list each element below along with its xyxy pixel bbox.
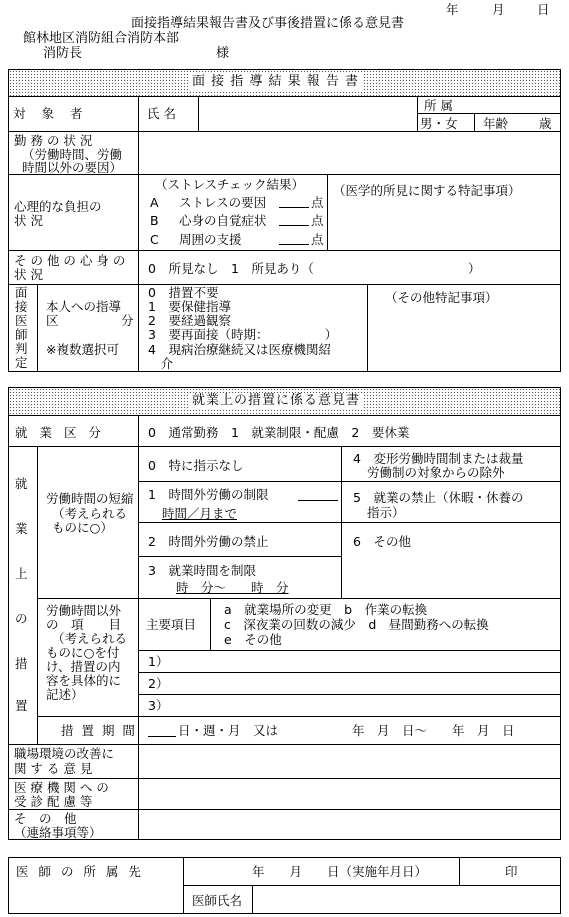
stress-check-title: （ストレスチェック結果）	[155, 177, 305, 192]
opinion-title: 就業上の措置に係る意見書	[188, 393, 364, 409]
age-label: 年齢	[483, 116, 509, 131]
judgment-char-2: 接	[15, 299, 28, 314]
guidance-option-4[interactable]: 4 現病治療継続又は医療機関紹	[148, 342, 331, 357]
date-month: 月	[492, 2, 505, 17]
other-state-close: ）	[468, 261, 481, 276]
other-hours-line6: 容を具体的に	[46, 673, 122, 688]
stress-item-c-text: 周囲の支援	[179, 232, 242, 247]
other-notes-field[interactable]	[140, 811, 560, 839]
medical-label-line2: 受 診 配 慮 等	[14, 794, 93, 809]
date-year: 年	[446, 2, 459, 17]
period-unit[interactable]: 日・週・月 又は	[178, 723, 279, 738]
affiliation-label: 所 属	[424, 98, 453, 113]
date-day: 日	[537, 2, 550, 17]
measure-item-2[interactable]: 2）	[148, 676, 169, 691]
medical-label-line1: 医 療 機 関 へ の	[14, 780, 109, 795]
judgment-char-5: 判	[15, 341, 28, 356]
period-range[interactable]: 年 月 日～ 年 月 日	[352, 723, 515, 738]
stress-item-c-letter: C	[150, 232, 159, 247]
doctor-affiliation-label: 医 師 の 所 属 先	[16, 864, 144, 879]
other-state-line1: そ の 他 の 心 身 の	[14, 253, 126, 268]
hours-option-4-cont: 労働制の対象からの除外	[367, 465, 505, 480]
stress-item-a-letter: A	[150, 195, 159, 210]
guidance-option-2[interactable]: 2 要経過観察	[148, 313, 231, 328]
affiliation-field[interactable]	[476, 98, 560, 112]
hours-option-1-hours-field[interactable]	[298, 487, 338, 501]
measure-item-3[interactable]: 3）	[148, 698, 169, 713]
hours-option-3-time[interactable]: 時 分～ 時 分	[176, 580, 289, 595]
other-state-options[interactable]: 0 所見なし 1 所見あり（	[148, 261, 314, 276]
addressee-org: 館林地区消防組合消防本部	[23, 31, 180, 46]
judgment-char-1: 面	[15, 285, 28, 300]
other-hours-line1: 労働時間以外	[46, 603, 122, 618]
addressee-chief: 消防長	[43, 46, 83, 61]
hours-reduction-line2: （考えられる	[52, 506, 128, 521]
subject-label: 対 象 者	[13, 106, 89, 121]
measures-char-6: 置	[15, 698, 28, 713]
other-hours-line3: （考えられる	[52, 631, 128, 646]
multi-select-note: ※複数選択可	[46, 342, 119, 357]
guidance-option-3[interactable]: 3 要再面接（時期： ）	[148, 327, 338, 342]
guidance-label-line1: 本人への指導	[46, 299, 122, 314]
report-title: 面 接 指 導 結 果 報 告 書	[188, 74, 363, 90]
measures-char-1: 就	[15, 476, 28, 491]
other-hours-line5: け、措置の内	[46, 659, 121, 674]
judgment-char-6: 定	[15, 355, 28, 370]
hours-option-1[interactable]: 1 時間外労働の制限	[148, 487, 269, 502]
env-label-line2: 関 す る 意 見	[14, 761, 93, 776]
period-label: 措 置 期 間	[61, 723, 137, 738]
name-field[interactable]	[200, 98, 415, 129]
period-count-field[interactable]	[148, 723, 176, 737]
hours-option-0[interactable]: 0 特に指示なし	[148, 458, 244, 473]
other-notes-label: （その他特記事項）	[385, 290, 498, 305]
doctor-name-field[interactable]	[254, 887, 559, 912]
stress-item-a-score[interactable]	[279, 195, 309, 208]
hours-reduction-line1: 労働時間の短縮	[46, 491, 134, 506]
work-status-line3: 時間以外の要因）	[22, 160, 123, 175]
judgment-char-4: 師	[15, 327, 28, 342]
work-category-options[interactable]: 0 通常勤務 1 就業制限・配慮 2 要休業	[148, 425, 410, 440]
stress-label-line2: 状 況	[14, 213, 43, 228]
main-items-line2[interactable]: c 深夜業の回数の減少 d 昼間勤務への転換	[224, 617, 489, 632]
other-hours-line2: の 項 目	[46, 617, 122, 632]
addressee-honorific: 様	[216, 46, 230, 61]
judgment-char-3: 医	[15, 313, 28, 328]
other-label-line1: そ の 他	[14, 811, 77, 826]
work-status-field[interactable]	[140, 133, 560, 173]
hours-option-2[interactable]: 2 時間外労働の禁止	[148, 534, 269, 549]
name-label: 氏 名	[147, 106, 176, 121]
medical-findings-label: （医学的所見に関する特記事項）	[333, 183, 521, 198]
gender-options[interactable]: 男・女	[420, 116, 458, 131]
hours-option-4[interactable]: 4 変形労働時間制または裁量	[353, 451, 524, 466]
stress-item-b-unit: 点	[311, 213, 324, 228]
measures-char-2: 業	[15, 521, 28, 536]
main-items-line1[interactable]: a 就業場所の変更 b 作業の転換	[224, 602, 428, 617]
work-status-line1: 勤 務 の 状 況	[14, 133, 93, 148]
env-opinion-field[interactable]	[140, 746, 560, 777]
guidance-option-4-cont: 介	[148, 356, 174, 371]
stress-item-a-unit: 点	[311, 195, 324, 210]
stress-item-b-text: 心身の自覚症状	[179, 213, 267, 228]
work-category-label: 就 業 区 分	[15, 425, 105, 440]
doctor-name-label: 医師氏名	[192, 893, 243, 908]
hours-option-5-cont: 指示）	[367, 505, 405, 520]
stress-item-c-score[interactable]	[279, 232, 309, 245]
guidance-label-line2: 区 分	[46, 313, 134, 328]
hours-reduction-line3: ものに○）	[52, 520, 113, 535]
other-hours-line7: 記述）	[46, 687, 84, 702]
other-hours-line4: ものに○を付	[46, 645, 120, 660]
measure-item-1[interactable]: 1）	[148, 654, 169, 669]
stress-item-a-text: ストレスの要因	[179, 195, 267, 210]
stress-label-line1: 心理的な負担の	[14, 199, 102, 214]
seal-mark: 印	[505, 864, 518, 879]
other-state-line2: 状 況	[14, 267, 43, 282]
guidance-option-1[interactable]: 1 要保健指導	[148, 299, 231, 314]
guidance-option-0[interactable]: 0 措置不要	[148, 285, 219, 300]
measures-char-5: 措	[15, 656, 28, 671]
stress-item-b-letter: B	[150, 213, 159, 228]
measures-char-4: の	[15, 611, 28, 626]
main-items-label: 主要項目	[146, 617, 197, 632]
medical-consideration-field[interactable]	[140, 780, 560, 808]
measures-char-3: 上	[15, 566, 28, 581]
work-status-line2: （労働時間、労働	[22, 147, 123, 162]
hours-option-1-unit: 時間／月まで	[162, 506, 238, 521]
hours-option-5[interactable]: 5 就業の禁止（休暇・休養の	[353, 490, 524, 505]
stress-item-c-unit: 点	[311, 232, 324, 247]
age-unit: 歳	[539, 116, 552, 131]
hours-option-6[interactable]: 6 その他	[353, 534, 411, 549]
main-items-line3[interactable]: e その他	[224, 632, 282, 647]
implementation-date[interactable]: 年 月 日（実施年月日）	[252, 864, 428, 879]
hours-option-3[interactable]: 3 就業時間を制限	[148, 563, 256, 578]
stress-item-b-score[interactable]	[279, 213, 309, 226]
other-label-line2: （連絡事項等）	[14, 825, 102, 840]
document-title: 面接指導結果報告書及び事後措置に係る意見書	[131, 16, 405, 31]
env-label-line1: 職場環境の改善に	[14, 746, 115, 761]
